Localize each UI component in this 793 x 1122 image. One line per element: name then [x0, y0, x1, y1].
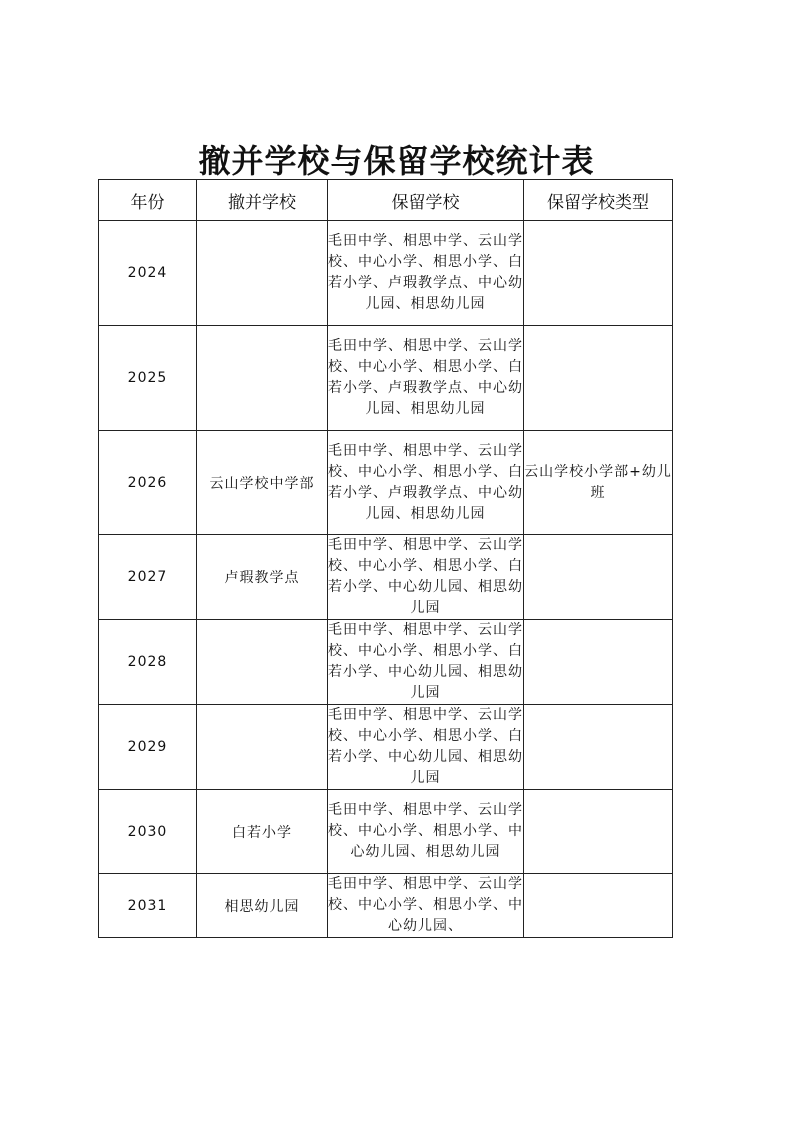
- cell-merged-school: [197, 326, 328, 431]
- cell-merged-school: [197, 705, 328, 790]
- header-merged-school: 撤并学校: [197, 180, 328, 221]
- cell-year: 2024: [99, 221, 197, 326]
- table-row: [99, 535, 673, 620]
- cell-year: 2030: [99, 790, 197, 874]
- table-row: [99, 874, 673, 938]
- cell-year: 2027: [99, 535, 197, 620]
- table-row: [99, 431, 673, 535]
- cell-kept-school-type: [524, 326, 673, 431]
- cell-kept-school: 毛田中学、相思中学、云山学校、中心小学、相思小学、白若小学、中心幼儿园、相思幼儿园: [328, 535, 524, 620]
- table-row: [99, 620, 673, 705]
- cell-kept-school-type: [524, 705, 673, 790]
- page-title: 撤并学校与保留学校统计表: [198, 142, 595, 180]
- cell-kept-school-type: [524, 620, 673, 705]
- cell-merged-school: [197, 620, 328, 705]
- cell-kept-school: 毛田中学、相思中学、云山学校、中心小学、相思小学、白若小学、中心幼儿园、相思幼儿园: [328, 705, 524, 790]
- table-row: [99, 705, 673, 790]
- table-row: [99, 221, 673, 326]
- cell-merged-school: 云山学校中学部: [197, 431, 328, 535]
- school-statistics-table: [98, 179, 673, 938]
- cell-merged-school: 相思幼儿园: [197, 874, 328, 938]
- cell-kept-school-type: [524, 874, 673, 938]
- table-row: [99, 326, 673, 431]
- cell-year: 2026: [99, 431, 197, 535]
- header-kept-school-type: 保留学校类型: [524, 180, 673, 221]
- header-kept-school: 保留学校: [328, 180, 524, 221]
- cell-kept-school: 毛田中学、相思中学、云山学校、中心小学、相思小学、白若小学、卢瑕教学点、中心幼儿园、相思幼儿园: [328, 221, 524, 326]
- cell-year: 2031: [99, 874, 197, 938]
- header-year: 年份: [99, 180, 197, 221]
- cell-merged-school: 白若小学: [197, 790, 328, 874]
- cell-kept-school: 毛田中学、相思中学、云山学校、中心小学、相思小学、白若小学、卢瑕教学点、中心幼儿园、相思幼儿园: [328, 326, 524, 431]
- cell-kept-school: 毛田中学、相思中学、云山学校、中心小学、相思小学、中心幼儿园、: [328, 874, 524, 938]
- cell-year: 2025: [99, 326, 197, 431]
- cell-year: 2029: [99, 705, 197, 790]
- cell-kept-school-type: [524, 535, 673, 620]
- cell-kept-school-type: [524, 790, 673, 874]
- cell-kept-school: 毛田中学、相思中学、云山学校、中心小学、相思小学、中心幼儿园、相思幼儿园: [328, 790, 524, 874]
- cell-kept-school-type: 云山学校小学部+幼儿班: [524, 431, 673, 535]
- cell-year: 2028: [99, 620, 197, 705]
- cell-kept-school: 毛田中学、相思中学、云山学校、中心小学、相思小学、白若小学、中心幼儿园、相思幼儿园: [328, 620, 524, 705]
- table-header-row: [99, 180, 673, 221]
- cell-merged-school: [197, 221, 328, 326]
- cell-merged-school: 卢瑕教学点: [197, 535, 328, 620]
- table-row: [99, 790, 673, 874]
- cell-kept-school-type: [524, 221, 673, 326]
- cell-kept-school: 毛田中学、相思中学、云山学校、中心小学、相思小学、白若小学、卢瑕教学点、中心幼儿园、相思幼儿园: [328, 431, 524, 535]
